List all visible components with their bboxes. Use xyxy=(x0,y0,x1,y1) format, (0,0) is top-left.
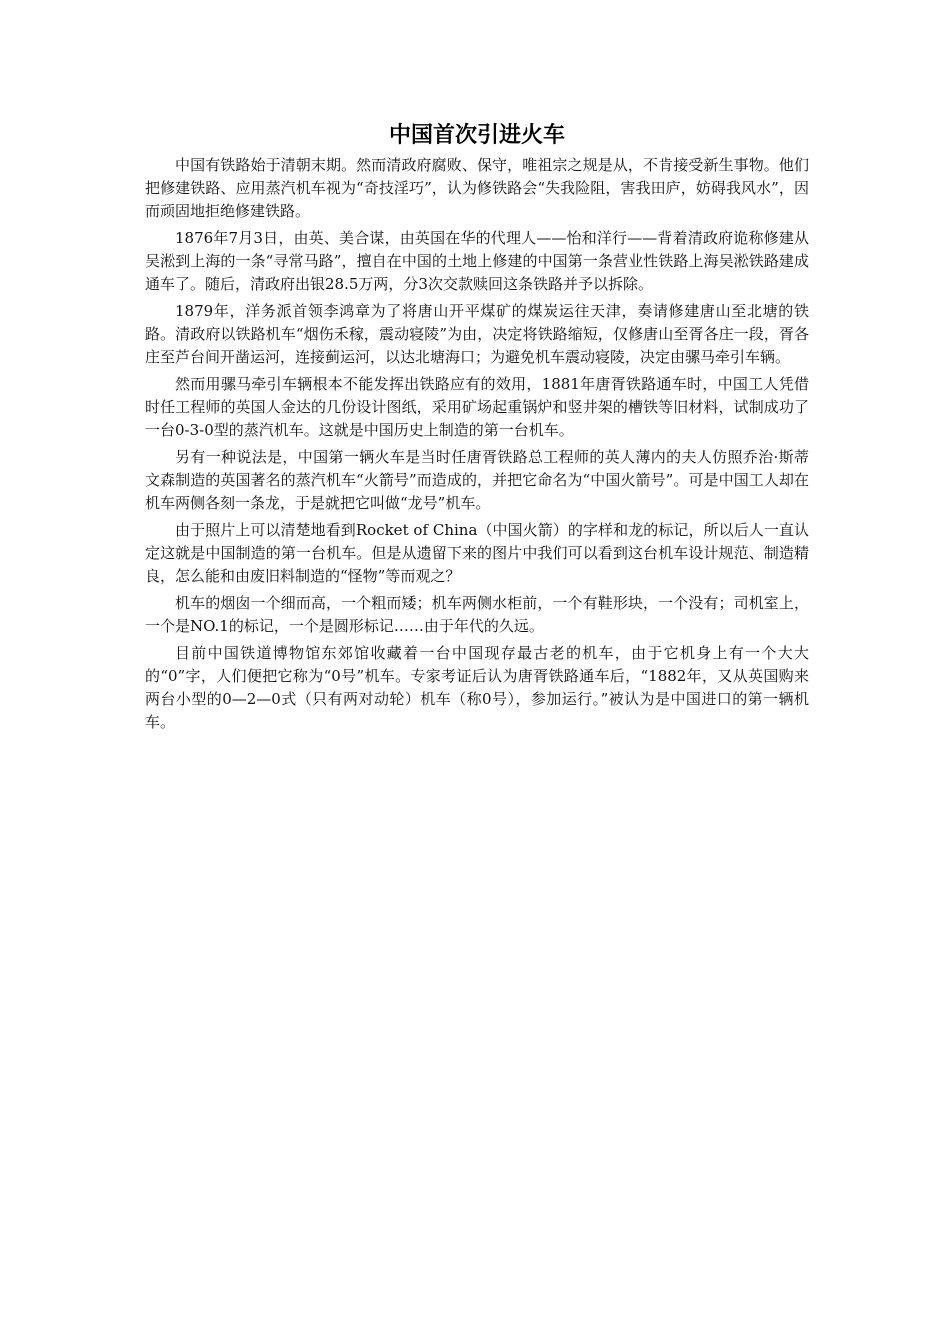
paragraph-1: 中国有铁路始于清朝末期。然而清政府腐败、保守，唯祖宗之规是从，不肯接受新生事物。他们把修建铁路、应用蒸汽机车视为“奇技淫巧”，认为修铁路会“失我险阻，害我田庐，妨碍我风水”，因而顽固地拒绝修建铁路。 xyxy=(145,156,809,220)
paragraph-5: 另有一种说法是，中国第一辆火车是当时任唐胥铁路总工程师的英人薄内的夫人仿照乔治·斯蒂文森制造的英国著名的蒸汽机车“火箭号”而造成的，并把它命名为“中国火箭号”。可是中国工人却在机车两侧各刻一条龙，于是就把它叫做“龙号”机车。 xyxy=(145,448,809,512)
document-body xyxy=(145,118,809,738)
paragraph-3: 1879年，洋务派首领李鸿章为了将唐山开平煤矿的煤炭运往天津，奏请修建唐山至北塘的铁路。清政府以铁路机车“烟伤禾稼，震动寝陵”为由，决定将铁路缩短，仅修唐山至胥各庄一段，胥各庄至芦台间开凿运河，连接蓟运河，以达北塘海口；为避免机车震动寝陵，决定由骡马牵引车辆。 xyxy=(145,302,809,366)
paragraph-2: 1876年7月3日，由英、美合谋，由英国在华的代理人——怡和洋行——背着清政府诡称修建从吴淞到上海的一条“寻常马路”，擅自在中国的土地上修建的中国第一条营业性铁路上海吴淞铁路建成通车了。随后，清政府出银28.5万两，分3次交款赎回这条铁路并予以拆除。 xyxy=(145,229,809,293)
page-title: 中国首次引进火车 xyxy=(388,123,565,148)
paragraph-8: 目前中国铁道博物馆东郊馆收藏着一台中国现存最古老的机车，由于它机身上有一个大大的“0”字，人们便把它称为“0号”机车。专家考证后认为唐胥铁路通车后，“1882年，又从英国购来两台小型的0—2—0式（只有两对动轮）机车（称0号），参加运行。”被认为是中国进口的第一辆机车。 xyxy=(145,644,809,731)
paragraph-7: 机车的烟囱一个细而高，一个粗而矮；机车两侧水柜前，一个有鞋形块，一个没有；司机室上，一个是NO.1的标记，一个是圆形标记……由于年代的久远。 xyxy=(145,594,809,635)
paragraph-4: 然而用骡马牵引车辆根本不能发挥出铁路应有的效用，1881年唐胥铁路通车时，中国工人凭借时任工程师的英国人金达的几份设计图纸，采用矿场起重锅炉和竖井架的槽铁等旧材料，试制成功了一台0-3-0型的蒸汽机车。这就是中国历史上制造的第一台机车。 xyxy=(145,375,809,439)
paragraph-6: 由于照片上可以清楚地看到Rocket of China（中国火箭）的字样和龙的标记，所以后人一直认定这就是中国制造的第一台机车。但是从遗留下来的图片中我们可以看到这台机车设计规范、制造精良，怎么能和由废旧料制造的“怪物”等而观之？ xyxy=(145,521,809,585)
